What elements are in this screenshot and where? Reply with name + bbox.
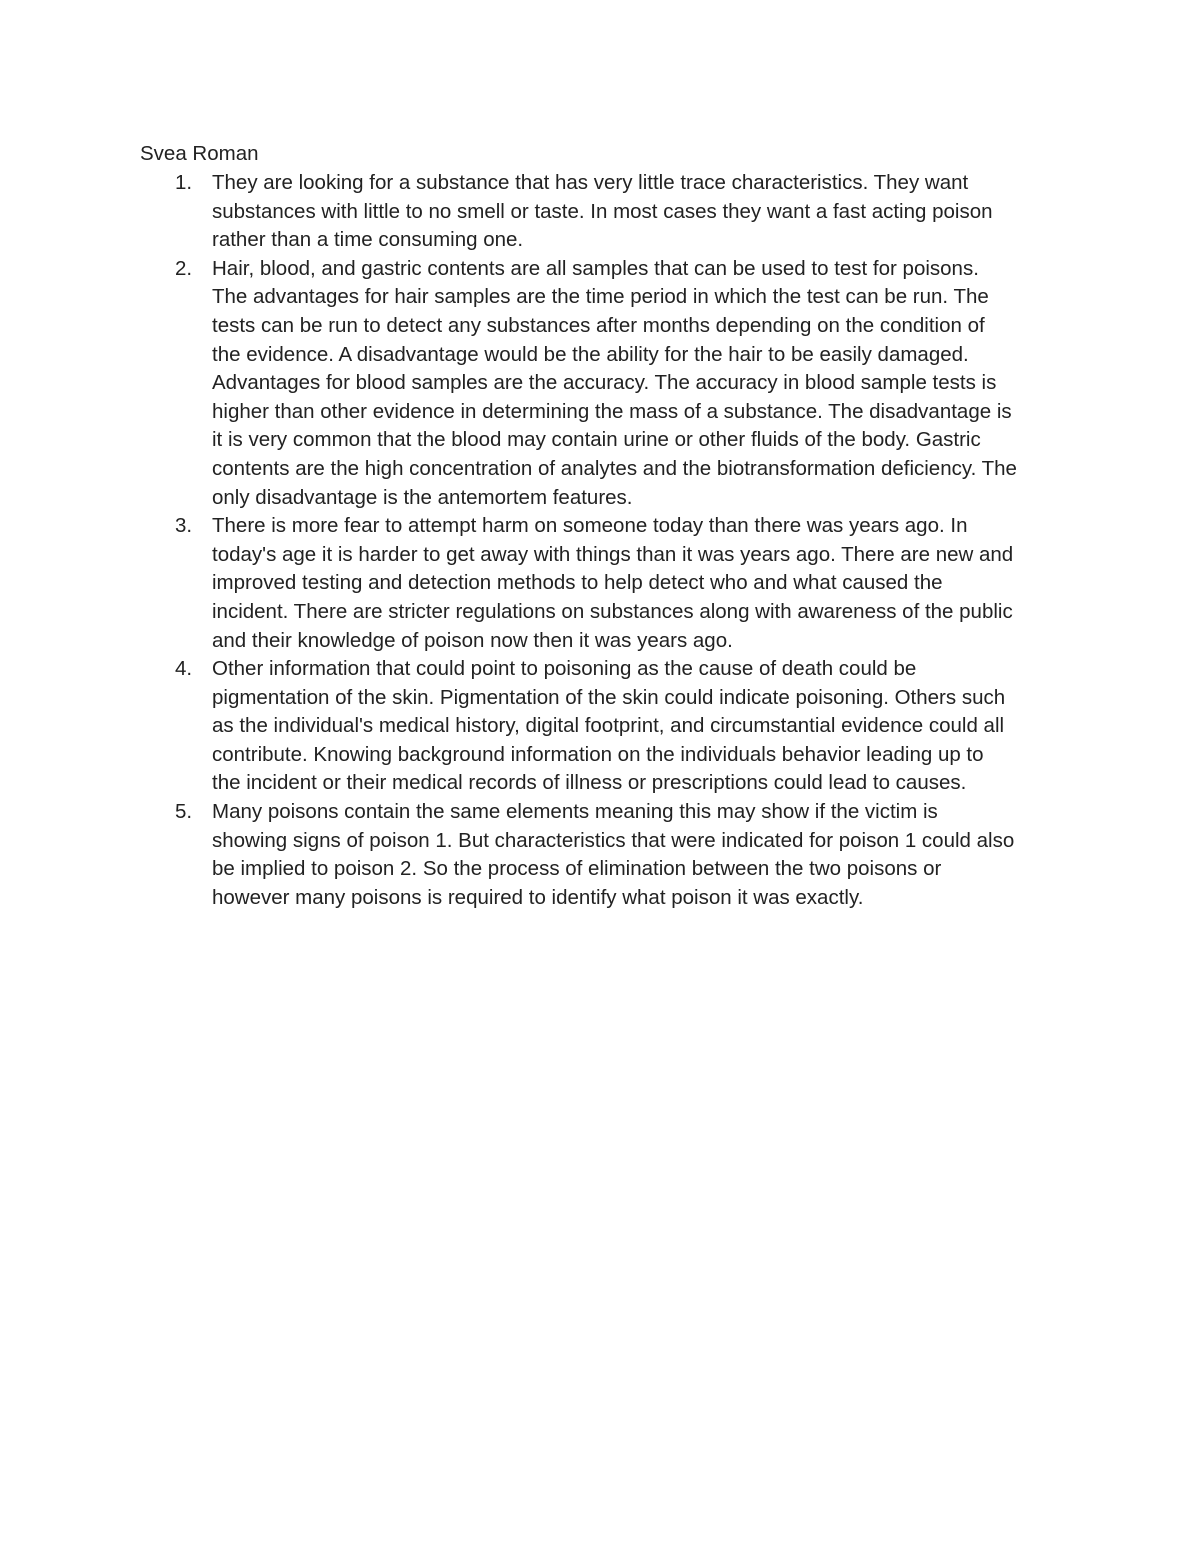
answer-text [212,512,1092,655]
answer-item-1 [175,169,1092,255]
answer-line: the incident or their medical records of illness or prescriptions could lead to causes. [212,771,967,795]
answer-line: contents are the high concentration of analytes and the biotransformation deficiency. The [212,456,1017,480]
answer-line: pigmentation of the skin. Pigmentation of the skin could indicate poisoning. Others such [212,685,1006,709]
author-name: Svea Roman [140,142,259,165]
answer-line: substances with little to no smell or taste. In most cases they want a fast acting poison [212,199,993,223]
answer-line: today's age it is harder to get away with things than it was years ago. There are new and [212,542,1014,566]
answer-line: improved testing and detection methods to help detect who and what caused the [212,571,943,595]
answer-line: only disadvantage is the antemortem features. [212,485,633,509]
answer-text [212,169,1092,255]
answer-item-2 [175,255,1092,512]
answer-line: showing signs of poison 1. But characteristics that were indicated for poison 1 could also [212,828,1015,852]
answer-line: and their knowledge of poison now then it was years ago. [212,628,733,652]
answer-text [212,255,1092,512]
answer-list [175,169,1092,912]
answer-number: 3. [175,514,193,538]
answer-text [212,798,1092,912]
answer-line: Many poisons contain the same elements meaning this may show if the victim is [212,800,938,824]
answer-line: be implied to poison 2. So the process of elimination between the two poisons or [212,857,942,881]
answer-item-3 [175,512,1092,655]
answer-line: tests can be run to detect any substances after months depending on the condition of [212,313,985,337]
answer-item-4 [175,655,1092,798]
answer-line: They are looking for a substance that has very little trace characteristics. They want [212,171,969,194]
answer-number: 4. [175,657,193,681]
answer-line: Hair, blood, and gastric contents are all samples that can be used to test for poisons. [212,256,979,280]
answer-line: Advantages for blood samples are the accuracy. The accuracy in blood sample tests is [212,371,997,395]
answer-text [212,655,1092,798]
answer-item-5 [175,798,1092,912]
answer-line: higher than other evidence in determining the mass of a substance. The disadvantage is [212,399,1012,423]
answer-line: incident. There are stricter regulations on substances along with awareness of the public [212,599,1013,623]
answer-number: 5. [175,800,193,824]
answer-line: Other information that could point to poisoning as the cause of death could be [212,657,917,681]
answer-line: it is very common that the blood may contain urine or other fluids of the body. Gastric [212,428,981,452]
answer-line: There is more fear to attempt harm on someone today than there was years ago. In [212,514,968,538]
answer-line: however many poisons is required to identify what poison it was exactly. [212,885,864,909]
answer-number: 1. [175,171,193,194]
answer-line: The advantages for hair samples are the time period in which the test can be run. The [212,285,989,309]
answer-line: as the individual's medical history, digital footprint, and circumstantial evidence could all [212,714,1005,738]
answer-line: contribute. Knowing background information on the individuals behavior leading up to [212,742,984,766]
answer-number: 2. [175,256,193,280]
answer-line: rather than a time consuming one. [212,228,524,252]
answer-line: the evidence. A disadvantage would be the ability for the hair to be easily damaged. [212,342,969,366]
